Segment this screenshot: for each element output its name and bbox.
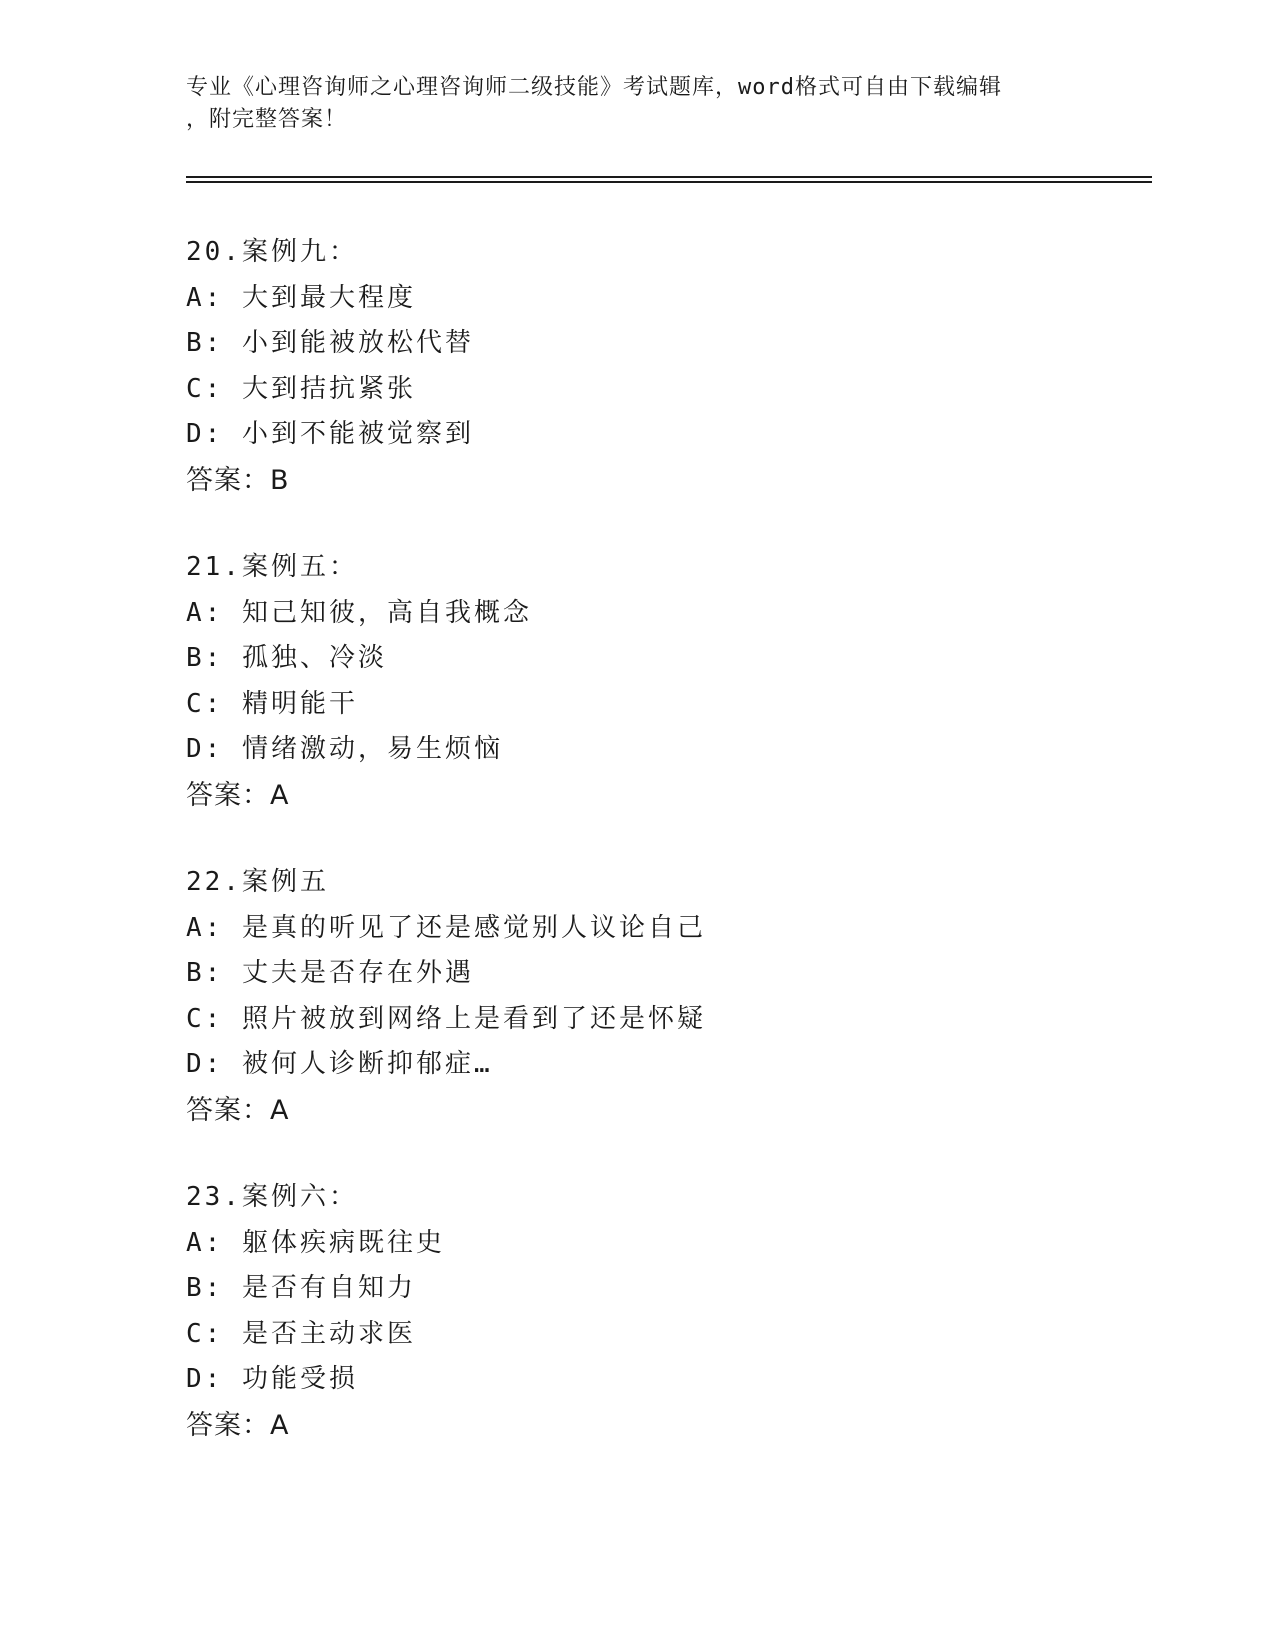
option-a: A: 躯体疾病既往史 <box>186 1227 445 1258</box>
question-title: 20.案例九： <box>186 237 358 267</box>
answer: 答案：B <box>186 464 290 496</box>
option-b: B: 孤独、冷淡 <box>186 643 387 673</box>
option-c: C: 精明能干 <box>186 688 358 719</box>
option-b: B: 小到能被放松代替 <box>186 328 474 358</box>
question-21 <box>186 545 1146 818</box>
option-c: C: 大到拮抗紧张 <box>186 373 416 404</box>
question-list <box>186 230 1146 1490</box>
option-b: B: 丈夫是否存在外遇 <box>186 958 474 988</box>
question-23 <box>186 1175 1146 1448</box>
option-d: D: 小到不能被觉察到 <box>186 419 474 449</box>
option-b: B: 是否有自知力 <box>186 1273 416 1303</box>
answer: 答案：A <box>186 779 290 811</box>
option-a: A: 知己知彼，高自我概念 <box>186 597 532 628</box>
header-line-1: 专业《心理咨询师之心理咨询师二级技能》考试题库，word格式可自由下载编辑 <box>186 75 1002 100</box>
option-c: C: 是否主动求医 <box>186 1318 416 1349</box>
question-title: 21.案例五： <box>186 552 358 582</box>
option-d: D: 功能受损 <box>186 1364 358 1394</box>
option-d: D: 情绪激动，易生烦恼 <box>186 734 503 764</box>
answer: 答案：A <box>186 1094 290 1126</box>
answer: 答案：A <box>186 1409 290 1441</box>
option-d: D: 被何人诊断抑郁症… <box>186 1049 493 1079</box>
question-22 <box>186 860 1146 1133</box>
header-line-2: ，附完整答案！ <box>186 107 348 132</box>
option-c: C: 照片被放到网络上是看到了还是怀疑 <box>186 1003 706 1034</box>
question-title: 22.案例五 <box>186 867 329 897</box>
question-title: 23.案例六： <box>186 1182 358 1212</box>
header-divider-bottom <box>186 181 1152 183</box>
document-header <box>186 72 1066 136</box>
header-divider-top <box>186 176 1152 178</box>
option-a: A: 是真的听见了还是感觉别人议论自己 <box>186 912 706 943</box>
option-a: A: 大到最大程度 <box>186 282 416 313</box>
question-20 <box>186 230 1146 503</box>
